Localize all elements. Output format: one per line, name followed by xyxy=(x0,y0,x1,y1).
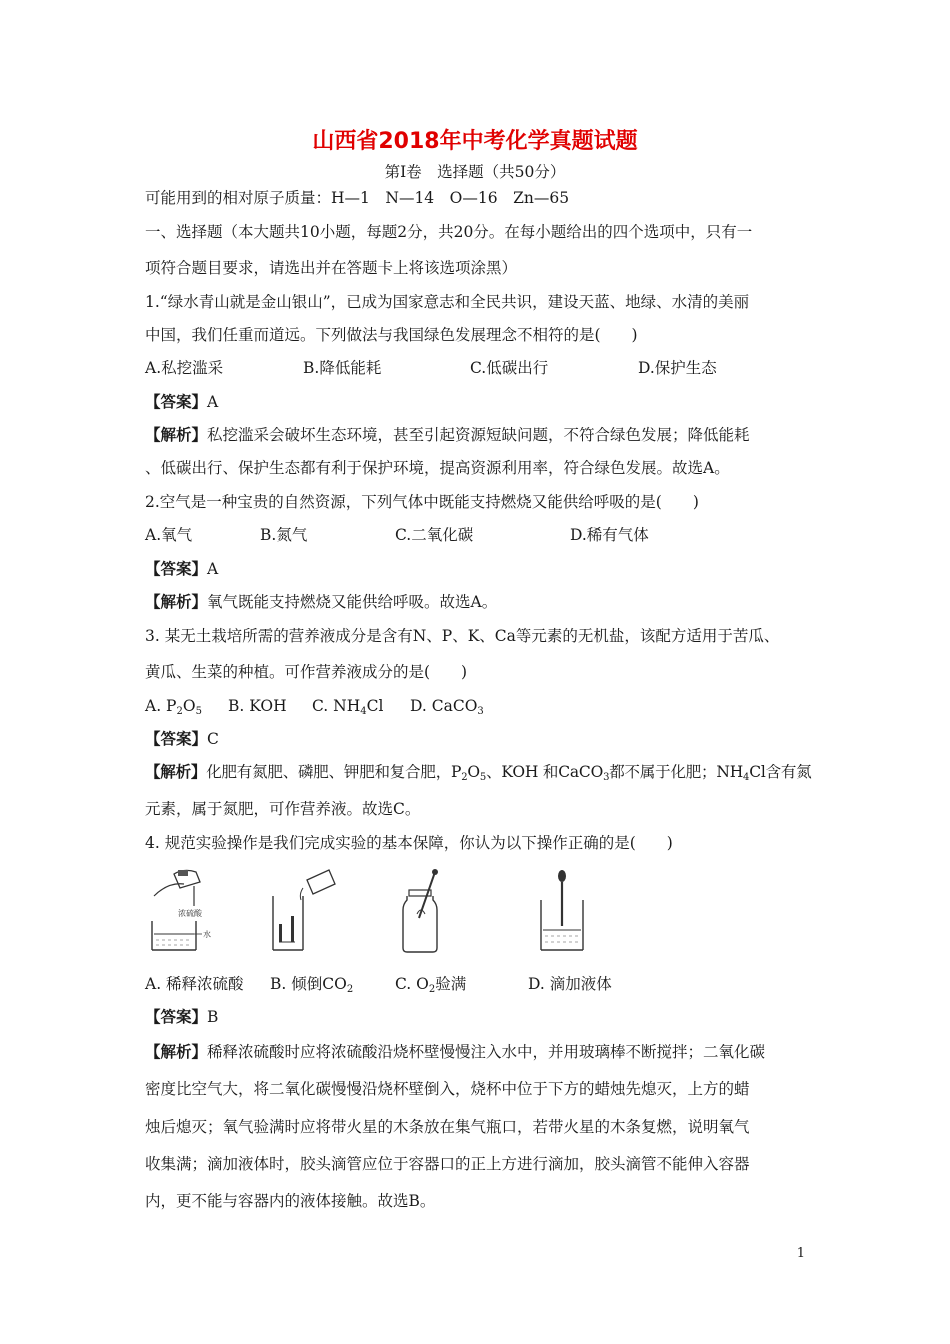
q4-option-a: A. 稀释浓硫酸 xyxy=(145,975,244,993)
subscript: 2 xyxy=(176,706,183,717)
q3-a-text: A. P xyxy=(145,697,177,715)
subscript: 3 xyxy=(603,772,610,783)
q3-analysis-text: 化肥有氮肥、磷肥、钾肥和复合肥，P xyxy=(206,763,462,781)
subscript: 2 xyxy=(428,984,436,995)
q1-analysis-line-1 xyxy=(145,425,750,445)
figure-pour-co2-drawing xyxy=(265,866,345,956)
q2-answer-value: A xyxy=(207,560,219,578)
subscript: 2 xyxy=(346,984,354,995)
q4-option-d: D. 滴加液体 xyxy=(528,975,612,993)
q1-option-d: D.保护生态 xyxy=(638,359,717,377)
q4-analysis-line-5: 内，更不能与容器内的液体接触。故选B。 xyxy=(145,1192,436,1210)
q1-analysis-text: 私挖滥采会破坏生态环境，甚至引起资源短缺问题，不符合绿色发展；降低能耗 xyxy=(207,426,750,444)
q3-a-text: O xyxy=(182,697,196,715)
q1-stem-line-2: 中国，我们任重而道远。下列做法与我国绿色发展理念不相符的是( ) xyxy=(145,326,638,344)
q4-analysis-line-1 xyxy=(145,1042,765,1062)
q1-answer xyxy=(145,392,218,412)
q2-analysis-text: 氧气既能支持燃烧又能供给呼吸。故选A。 xyxy=(207,593,498,611)
q3-option-d xyxy=(410,696,484,716)
q1-option-c: C.低碳出行 xyxy=(470,359,549,377)
answer-tag: 【答案】 xyxy=(145,729,208,748)
instructions-line-2: 项符合题目要求，请选出并在答题卡上将该选项涂黑） xyxy=(145,259,518,277)
q3-analysis-text: Cl含有氮 xyxy=(749,763,812,781)
q4-c-text: C. O xyxy=(395,975,429,993)
q3-analysis-text: 都不属于化肥；NH xyxy=(609,763,744,781)
q4-option-c xyxy=(395,974,466,994)
q1-option-a: A.私挖滥采 xyxy=(145,359,224,377)
q2-option-d: D.稀有气体 xyxy=(570,526,649,544)
q3-c-text: Cl xyxy=(366,697,384,715)
figure-dropper xyxy=(535,866,595,956)
q1-stem-line-1: 1.“绿水青山就是金山银山”，已成为国家意志和全民共识，建设天蓝、地绿、水清的美丽 xyxy=(145,293,750,311)
q4-c-text: 验满 xyxy=(435,975,467,993)
q4-analysis-line-2: 密度比空气大，将二氧化碳慢慢沿烧杯壁倒入，烧杯中位于下方的蜡烛先熄灭，上方的蜡 xyxy=(145,1080,750,1098)
q3-analysis-line-1 xyxy=(145,762,812,782)
page-title: 山西省2018年中考化学真题试题 xyxy=(312,129,638,154)
subscript: 5 xyxy=(479,772,487,783)
q2-option-a: A.氧气 xyxy=(145,526,193,544)
q3-answer-value: C xyxy=(207,730,219,748)
q1-option-b: B.降低能耗 xyxy=(303,359,382,377)
figure-dropper-drawing xyxy=(535,866,595,956)
figure-pour-co2 xyxy=(265,866,345,956)
subscript: 4 xyxy=(360,706,367,717)
subscript: 2 xyxy=(461,772,468,783)
q3-stem-line-1: 3. 某无土栽培所需的营养液成分是含有N、P、K、Ca等元素的无机盐，该配方适用于苦瓜、 xyxy=(145,627,780,645)
q2-analysis xyxy=(145,592,497,612)
figure-o2-test-drawing xyxy=(395,866,455,956)
figure-o2-test xyxy=(395,866,455,956)
q3-option-b: B. KOH xyxy=(228,697,287,715)
q2-option-c: C.二氧化碳 xyxy=(395,526,474,544)
subscript: 5 xyxy=(195,706,202,717)
q3-analysis-text: O xyxy=(467,763,480,781)
subscript: 4 xyxy=(743,772,750,783)
q3-analysis-line-2: 元素，属于氮肥，可作营养液。故选C。 xyxy=(145,800,421,818)
answer-tag: 【答案】 xyxy=(145,559,208,578)
analysis-tag: 【解析】 xyxy=(145,425,208,444)
q4-stem: 4. 规范实验操作是我们完成实验的基本保障，你认为以下操作正确的是( ) xyxy=(145,834,673,852)
q3-option-a xyxy=(145,696,202,716)
q1-answer-value: A xyxy=(207,393,219,411)
answer-tag: 【答案】 xyxy=(145,392,208,411)
analysis-tag: 【解析】 xyxy=(145,762,207,781)
answer-tag: 【答案】 xyxy=(145,1007,208,1026)
q4-b-text: B. 倾倒CO xyxy=(270,975,347,993)
q4-answer xyxy=(145,1007,218,1027)
atomic-mass-line: 可能用到的相对原子质量：H—1 N—14 O—16 Zn—65 xyxy=(145,189,570,207)
figure-label-water: 水 xyxy=(203,930,211,939)
subscript: 3 xyxy=(477,706,484,717)
q3-answer xyxy=(145,729,219,749)
q4-analysis-line-4: 收集满；滴加液体时，胶头滴管应位于容器口的正上方进行滴加，胶头滴管不能伸入容器 xyxy=(145,1155,750,1173)
section-heading: 第Ⅰ卷 选择题（共50分） xyxy=(384,163,566,181)
q4-analysis-line-3: 烛后熄灭；氧气验满时应将带火星的木条放在集气瓶口，若带火星的木条复燃，说明氧气 xyxy=(145,1118,750,1136)
q3-option-c xyxy=(312,696,383,716)
q4-answer-value: B xyxy=(207,1008,219,1026)
q3-analysis-text: 、KOH 和CaCO xyxy=(486,763,604,781)
q1-analysis-line-2: 、低碳出行、保护生态都有利于保护环境，提高资源利用率，符合绿色发展。故选A。 xyxy=(145,459,730,477)
figure-dilute-acid xyxy=(148,866,228,956)
page-number: 1 xyxy=(796,1246,805,1261)
figure-dilute-acid-drawing xyxy=(148,866,228,956)
instructions-line-1: 一、选择题（本大题共10小题，每题2分，共20分。在每小题给出的四个选项中，只有一 xyxy=(145,223,753,241)
q2-option-b: B.氮气 xyxy=(260,526,308,544)
figure-label-acid: 浓硫酸 xyxy=(178,909,202,918)
analysis-tag: 【解析】 xyxy=(145,1042,208,1061)
q2-stem: 2.空气是一种宝贵的自然资源，下列气体中既能支持燃烧又能供给呼吸的是( ) xyxy=(145,493,699,511)
q3-stem-line-2: 黄瓜、生菜的种植。可作营养液成分的是( ) xyxy=(145,663,468,681)
q4-analysis-text: 稀释浓硫酸时应将浓硫酸沿烧杯壁慢慢注入水中，并用玻璃棒不断搅拌；二氧化碳 xyxy=(207,1043,766,1061)
q2-answer xyxy=(145,559,218,579)
analysis-tag: 【解析】 xyxy=(145,592,208,611)
q4-option-b xyxy=(270,974,353,994)
q3-d-text: D. CaCO xyxy=(410,697,478,715)
q3-c-text: C. NH xyxy=(312,697,361,715)
